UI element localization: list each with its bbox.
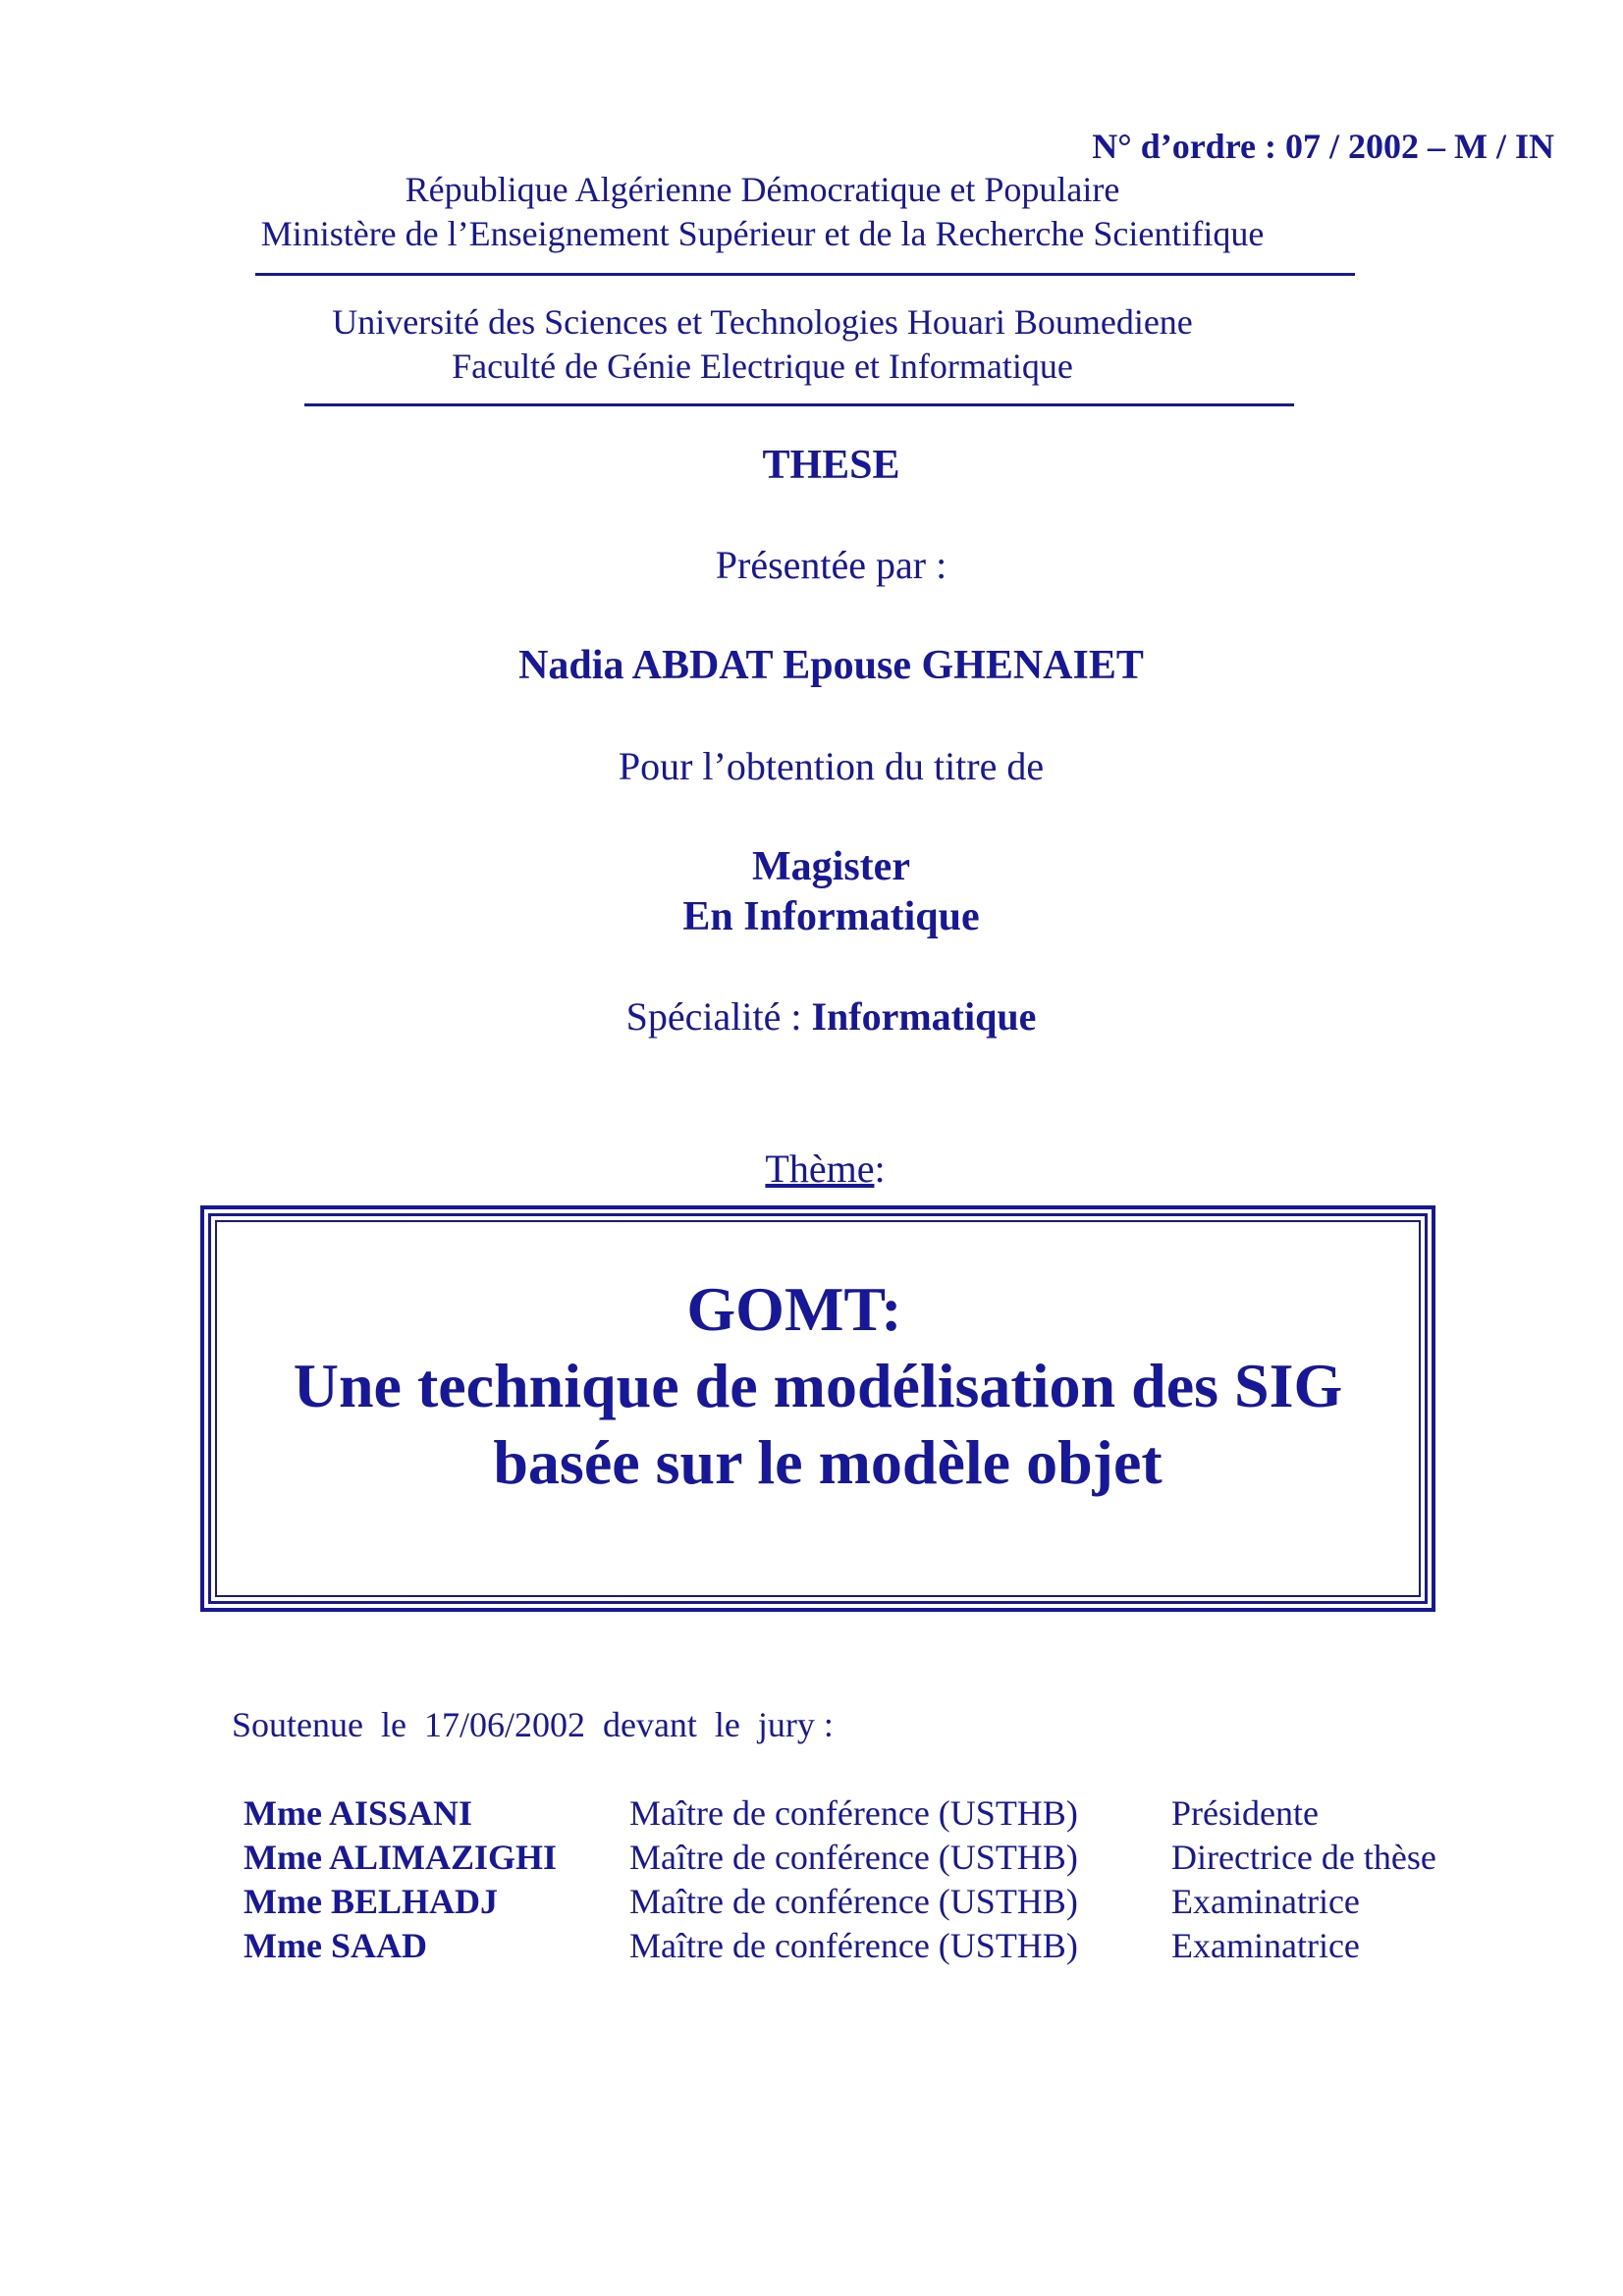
degree-line-2: En Informatique	[682, 894, 980, 939]
specialty-label: Spécialité :	[625, 994, 812, 1039]
header-divider-1	[255, 273, 1355, 276]
order-number: N° d’ordre : 07 / 2002 – M / IN	[1092, 127, 1554, 166]
jury-row	[0, 1791, 1623, 1836]
theme-title-line-3: basée sur le modèle objet	[493, 1427, 1163, 1497]
jury-name: Mme SAAD	[243, 1926, 427, 1965]
jury-grade: Maître de conférence (USTHB)	[629, 1793, 1078, 1833]
jury-grade: Maître de conférence (USTHB)	[629, 1838, 1078, 1877]
theme-title-line-1: GOMT:	[686, 1274, 902, 1344]
author-name: Nadia ABDAT Epouse GHENAIET	[518, 643, 1144, 688]
university-line: Université des Sciences et Technologies Houari Boumediene	[332, 302, 1193, 342]
jury-grade: Maître de conférence (USTHB)	[629, 1926, 1078, 1965]
degree-purpose: Pour l’obtention du titre de	[618, 744, 1045, 788]
thesis-type: THESE	[762, 443, 900, 488]
degree-line-1: Magister	[752, 844, 910, 889]
theme-label: Thème	[765, 1147, 875, 1191]
theme-title-line-2: Une technique de modélisation des SIG	[293, 1351, 1343, 1420]
theme-colon: :	[874, 1147, 886, 1191]
ministry-line: Ministère de l’Enseignement Supérieur et de la Recherche Scientifique	[260, 214, 1265, 253]
defense-statement: Soutenue le 17/06/2002 devant le jury :	[232, 1705, 834, 1744]
jury-row	[0, 1924, 1623, 1968]
republic-line: République Algérienne Démocratique et Populaire	[405, 170, 1120, 209]
jury-role: Examinatrice	[1171, 1882, 1360, 1921]
header-divider-2	[304, 403, 1294, 406]
jury-name: Mme BELHADJ	[243, 1882, 498, 1921]
jury-grade: Maître de conférence (USTHB)	[629, 1882, 1078, 1921]
jury-role: Examinatrice	[1171, 1926, 1360, 1965]
specialty-value: Informatique	[811, 994, 1037, 1039]
theme-heading	[14, 1146, 1623, 1192]
jury-row	[0, 1880, 1623, 1924]
jury-name: Mme ALIMAZIGHI	[243, 1838, 557, 1877]
jury-role: Directrice de thèse	[1171, 1838, 1436, 1877]
presented-by: Présentée par :	[715, 543, 947, 587]
faculty-line: Faculté de Génie Electrique et Informatique	[452, 347, 1073, 386]
jury-name: Mme AISSANI	[243, 1793, 473, 1833]
jury-role: Présidente	[1171, 1793, 1319, 1833]
jury-row	[0, 1836, 1623, 1880]
specialty	[20, 993, 1623, 1040]
